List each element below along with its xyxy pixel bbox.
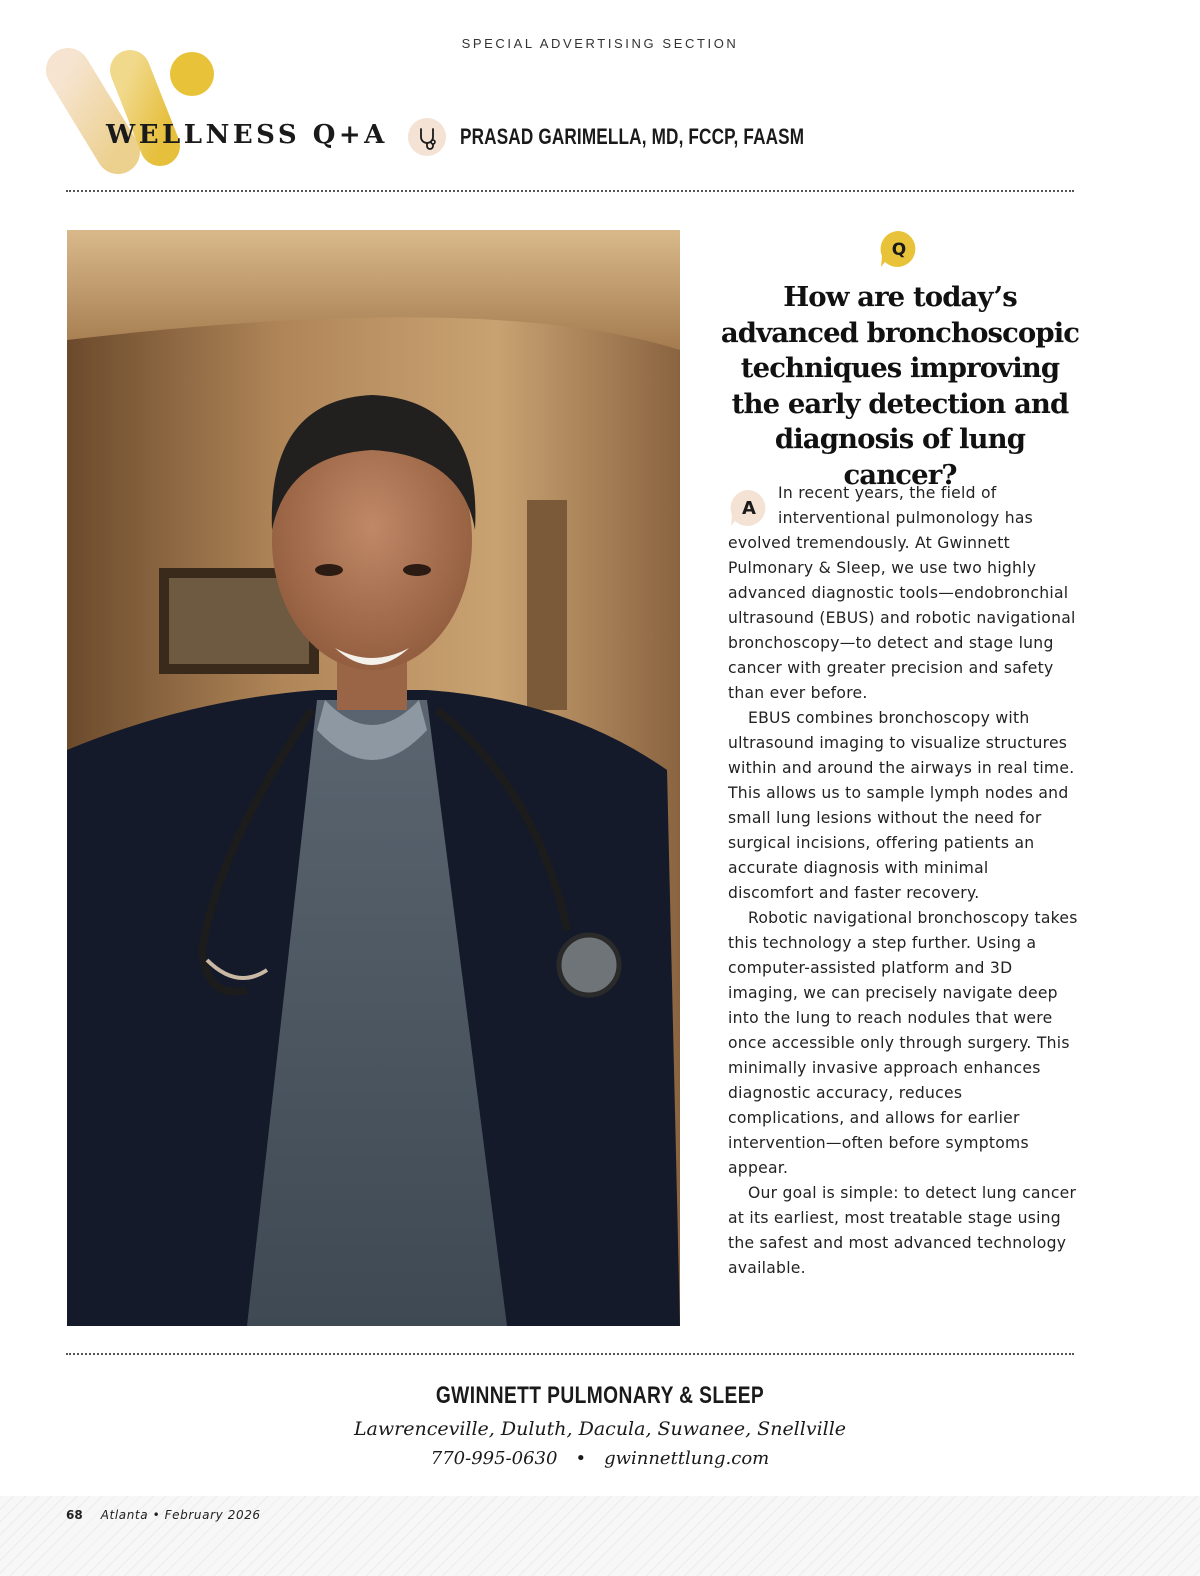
answer-paragraph: EBUS combines bronchoscopy with ultrasound imaging to visualize structures within and around the airways in real time. This allows us to sample lymph nodes and small lung lesions without the need for surgical incisions, offering patients an accurate diagnosis with minimal discomfort and faster recovery.	[728, 709, 1075, 902]
practice-name: GWINNETT PULMONARY & SLEEP	[435, 1382, 765, 1409]
contact-separator: •	[575, 1448, 587, 1469]
practice-contact	[0, 1448, 1200, 1469]
answer-paragraph: In recent years, the field of interventional pulmonology has evolved tremendously. At Gwinnett Pulmonary & Sleep, we use two highly advanced diagnostic tools—endobronchial ultrasound (EBUS) and robotic navigational bronchoscopy—to detect and stage lung cancer with greater precision and safety than ever before.	[728, 484, 1076, 702]
bottom-divider	[66, 1353, 1074, 1355]
answer-paragraph: Robotic navigational bronchoscopy takes this technology a step further. Using a computer-assisted platform and 3D imaging, we can precisely navigate deep into the lung to reach nodules that were once accessible only through surgery. This minimally invasive approach enhances diagnostic accuracy, reduces complications, and allows for earlier intervention—often before symptoms appear.	[728, 909, 1078, 1177]
practice-locations: Lawrenceville, Duluth, Dacula, Suwanee, Snellville	[353, 1418, 847, 1440]
section-title: WELLNESS Q+A	[106, 120, 388, 150]
answer-badge-letter: A	[742, 498, 756, 519]
special-section-label: SPECIAL ADVERTISING SECTION	[461, 36, 739, 51]
question-badge-icon	[880, 230, 918, 268]
publication-line: Atlanta • February 2026	[100, 1508, 261, 1522]
question-heading: How are today’s advanced bronchoscopic techniques improving the early detection and diagnosis of lung cancer?	[720, 281, 1080, 491]
top-divider	[66, 190, 1074, 192]
wellness-logo-icon	[42, 48, 222, 178]
page-footer	[66, 1508, 261, 1522]
author-name: PRASAD GARIMELLA, MD, FCCP, FAASM	[460, 124, 805, 149]
answer-paragraph: Our goal is simple: to detect lung cancer at its earliest, most treatable stage using the safest and most advanced technology available.	[728, 1184, 1077, 1277]
page-number: 68	[66, 1508, 83, 1522]
stethoscope-icon	[408, 118, 446, 156]
answer-badge-spacer	[728, 481, 778, 527]
answer-body	[728, 481, 1078, 1281]
practice-phone[interactable]: 770-995-0630	[430, 1448, 558, 1469]
practice-website-link[interactable]: gwinnettlung.com	[604, 1448, 770, 1469]
doctor-portrait-photo	[67, 230, 680, 1326]
question-badge-letter: Q	[891, 240, 907, 260]
